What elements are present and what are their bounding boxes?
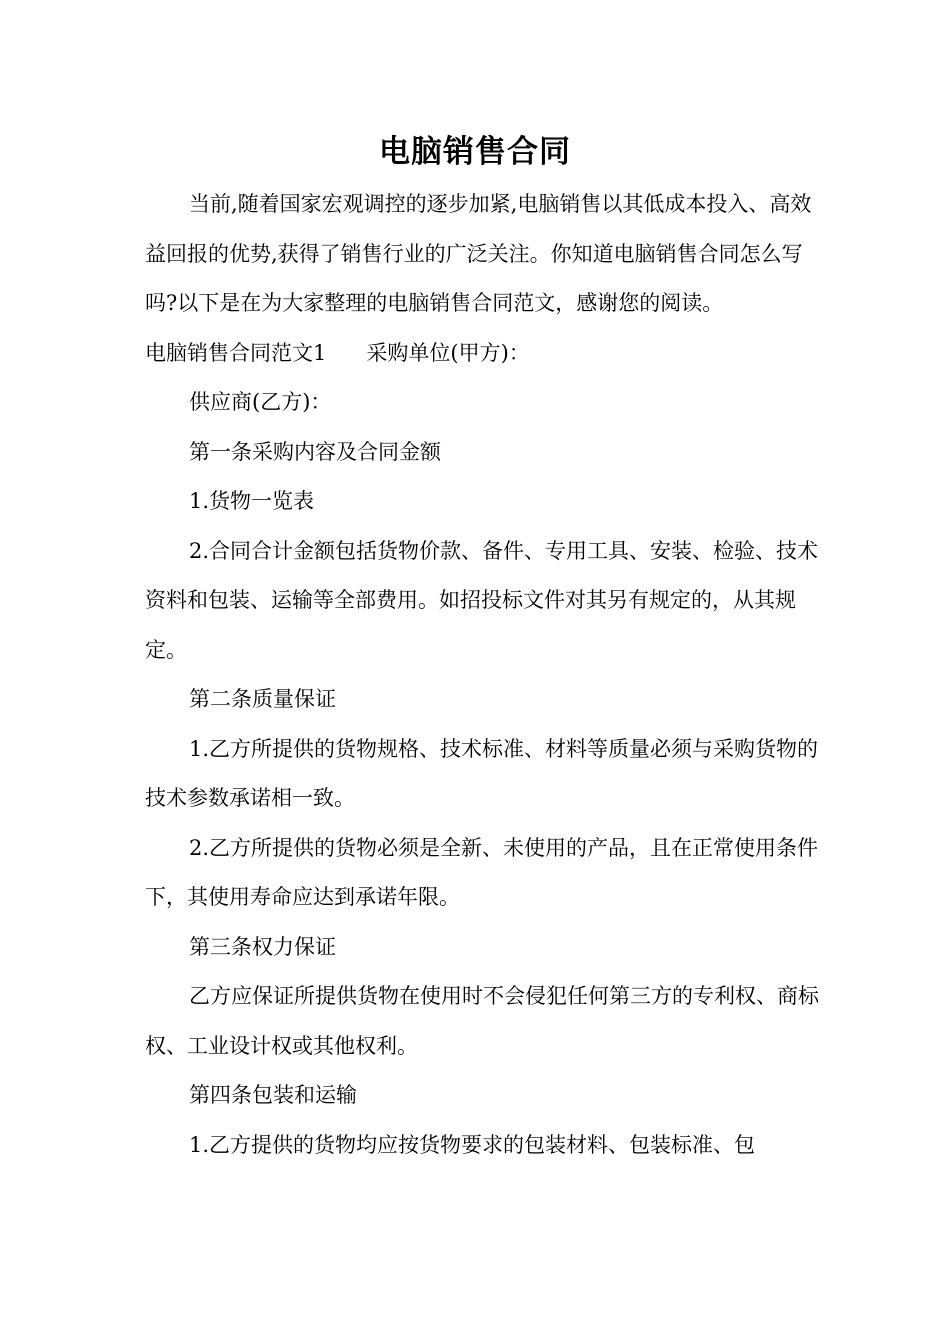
article1-item1: 1.货物一览表 xyxy=(189,489,315,513)
sample-heading-line xyxy=(145,329,825,379)
article4-heading: 第四条包装和运输 xyxy=(189,1083,357,1107)
article3-text: 乙方应保证所提供货物在使用时不会侵犯任何第三方的专利权、商标权、工业设计权或其他权利。 xyxy=(145,984,819,1058)
buyer-label: 采购单位(甲方)： xyxy=(366,340,530,365)
sample-heading: 电脑销售合同范文1 xyxy=(145,340,327,365)
article2-item1: 1.乙方所提供的货物规格、技术标准、材料等质量必须与采购货物的技术参数承诺相一致。 xyxy=(145,736,819,810)
document-title: 电脑销售合同 xyxy=(379,134,571,170)
article1-heading: 第一条采购内容及合同金额 xyxy=(189,439,441,464)
intro-paragraph: 当前,随着国家宏观调控的逐步加紧,电脑销售以其低成本投入、高效益回报的优势,获得了销售行业的广泛关注。你知道电脑销售合同怎么写吗?以下是在为大家整理的电脑销售合同范文，感谢您的阅读。 xyxy=(145,192,812,315)
article3-heading: 第三条权力保证 xyxy=(189,934,336,959)
document-body xyxy=(145,180,825,1170)
article2-heading: 第二条质量保证 xyxy=(189,687,336,711)
supplier-label: 供应商(乙方)： xyxy=(189,390,332,414)
article2-item2: 2.乙方所提供的货物必须是全新、未使用的产品，且在正常使用条件下，其使用寿命应达到承诺年限。 xyxy=(145,835,819,909)
article1-item2: 2.合同合计金额包括货物价款、备件、专用工具、安装、检验、技术资料和包装、运输等全部费用。如招投标文件对其另有规定的，从其规定。 xyxy=(145,538,819,662)
article4-item1: 1.乙方提供的货物均应按货物要求的包装材料、包装标准、包 xyxy=(189,1132,756,1157)
